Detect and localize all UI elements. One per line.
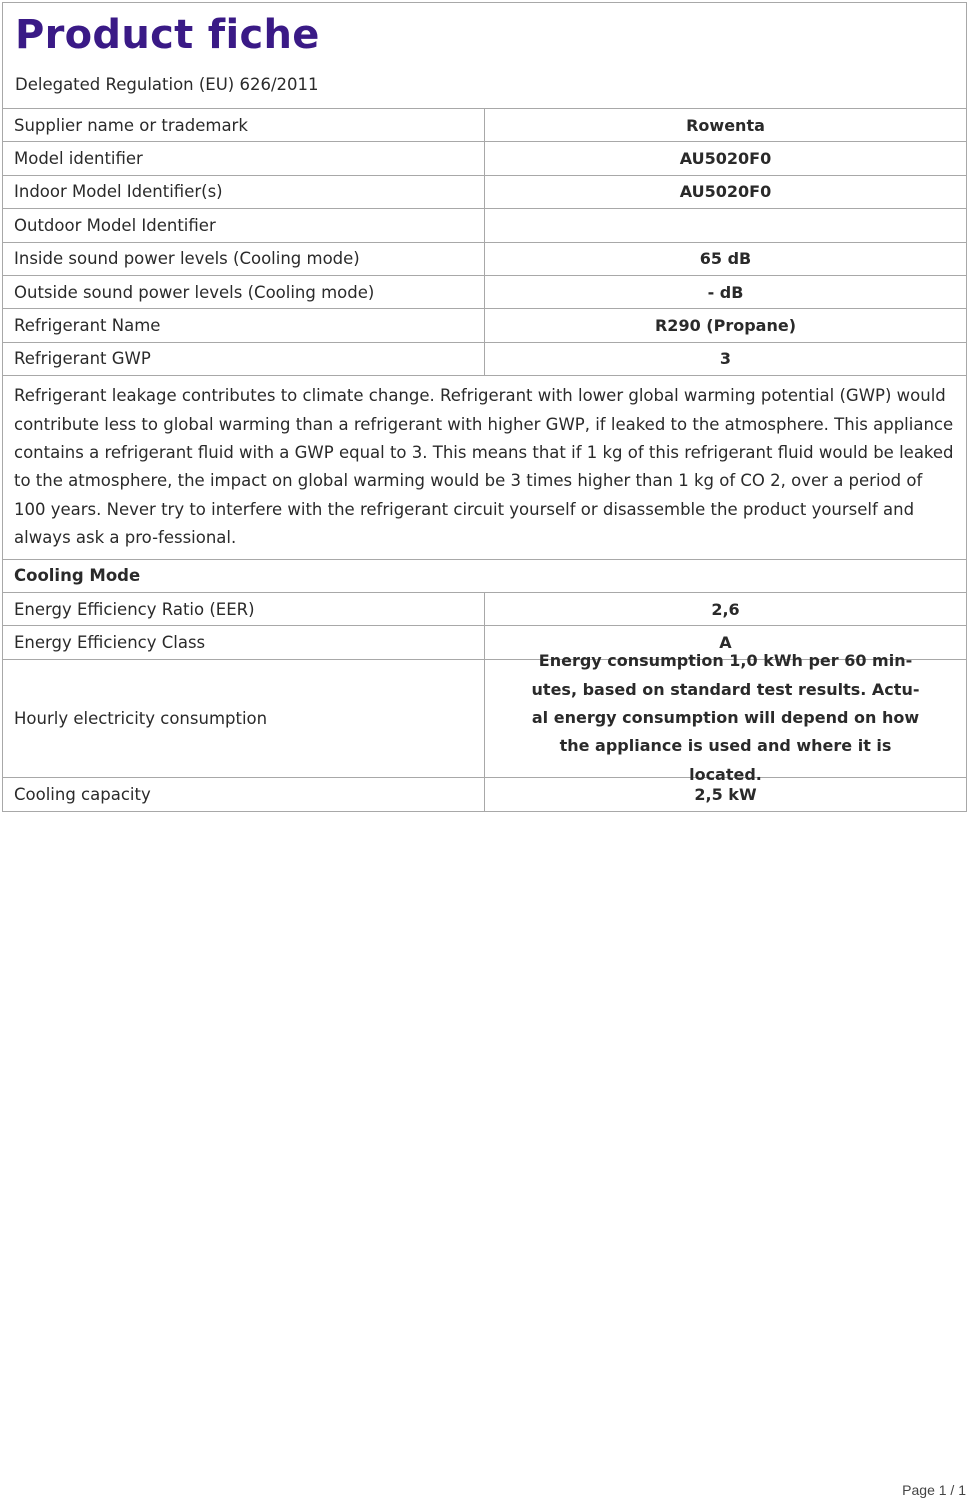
row-value-energy-class: A [719, 633, 732, 653]
table-row [3, 343, 966, 376]
table-row [3, 243, 966, 276]
table-row [3, 309, 966, 342]
row-value-refrigerant-gwp: 3 [719, 349, 732, 369]
row-label-eer: Energy Efficiency Ratio (EER) [3, 593, 485, 625]
row-label-supplier: Supplier name or trademark [3, 109, 485, 141]
row-value-outdoor-model [485, 209, 966, 241]
table-row [3, 778, 966, 811]
row-value-eer: 2,6 [711, 599, 740, 619]
cooling-mode-heading: Cooling Mode [3, 560, 966, 593]
table-row [3, 176, 966, 209]
row-label-outside-sound: Outside sound power levels (Cooling mode) [3, 276, 485, 308]
row-label-indoor-model: Indoor Model Identifier(s) [3, 176, 485, 208]
table-row [3, 142, 966, 175]
row-label-hourly-consumption: Hourly electricity consumption [3, 660, 485, 777]
refrigerant-notice: Refrigerant leakage contributes to climate change. Refrigerant with lower global warming potential (GWP) would contribute less to global warming than a refrigerant with higher GWP, if leaked to the atmosphere. This appliance contains a refrigerant fluid with a GWP equal to 3. This means that if 1 kg of this refrigerant fluid would be leaked to the atmosphere, the impact on global warming would be 3 times higher than 1 kg of CO 2, over a period of 100 years. Never try to interfere with the refrigerant circuit yourself or disassemble the product yourself and always ask a pro-fessional. [3, 376, 966, 559]
page-number: Page 1 / 1 [902, 1482, 966, 1498]
row-label-outdoor-model: Outdoor Model Identifier [3, 209, 485, 241]
row-value-refrigerant-name: R290 (Propane) [654, 316, 796, 336]
table-row [3, 209, 966, 242]
regulation-reference: Delegated Regulation (EU) 626/2011 [15, 75, 319, 94]
row-value-cooling-capacity: 2,5 kW [694, 784, 757, 804]
row-label-cooling-capacity: Cooling capacity [3, 778, 485, 811]
row-label-model-identifier: Model identifier [3, 142, 485, 174]
row-value-inside-sound: 65 dB [699, 249, 752, 269]
page-title: Product fiche [15, 12, 320, 58]
table-row [3, 593, 966, 626]
row-value-model-identifier: AU5020F0 [679, 149, 772, 169]
row-label-energy-class: Energy Efficiency Class [3, 626, 485, 658]
row-label-refrigerant-name: Refrigerant Name [3, 309, 485, 341]
table-row [3, 109, 966, 142]
row-label-refrigerant-gwp: Refrigerant GWP [3, 343, 485, 375]
title-block [3, 3, 966, 109]
product-fiche-sheet [2, 2, 967, 812]
row-value-indoor-model: AU5020F0 [679, 182, 772, 202]
row-label-inside-sound: Inside sound power levels (Cooling mode) [3, 243, 485, 275]
row-value-hourly-consumption: Energy consumption 1,0 kWh per 60 min-utes, based on standard test results. Actu-al energy consumption will depend on how the appliance is used and where it is located. [531, 651, 920, 784]
table-row [3, 651, 966, 784]
table-row [3, 276, 966, 309]
row-value-supplier: Rowenta [686, 115, 765, 135]
row-value-outside-sound: - dB [707, 282, 744, 302]
